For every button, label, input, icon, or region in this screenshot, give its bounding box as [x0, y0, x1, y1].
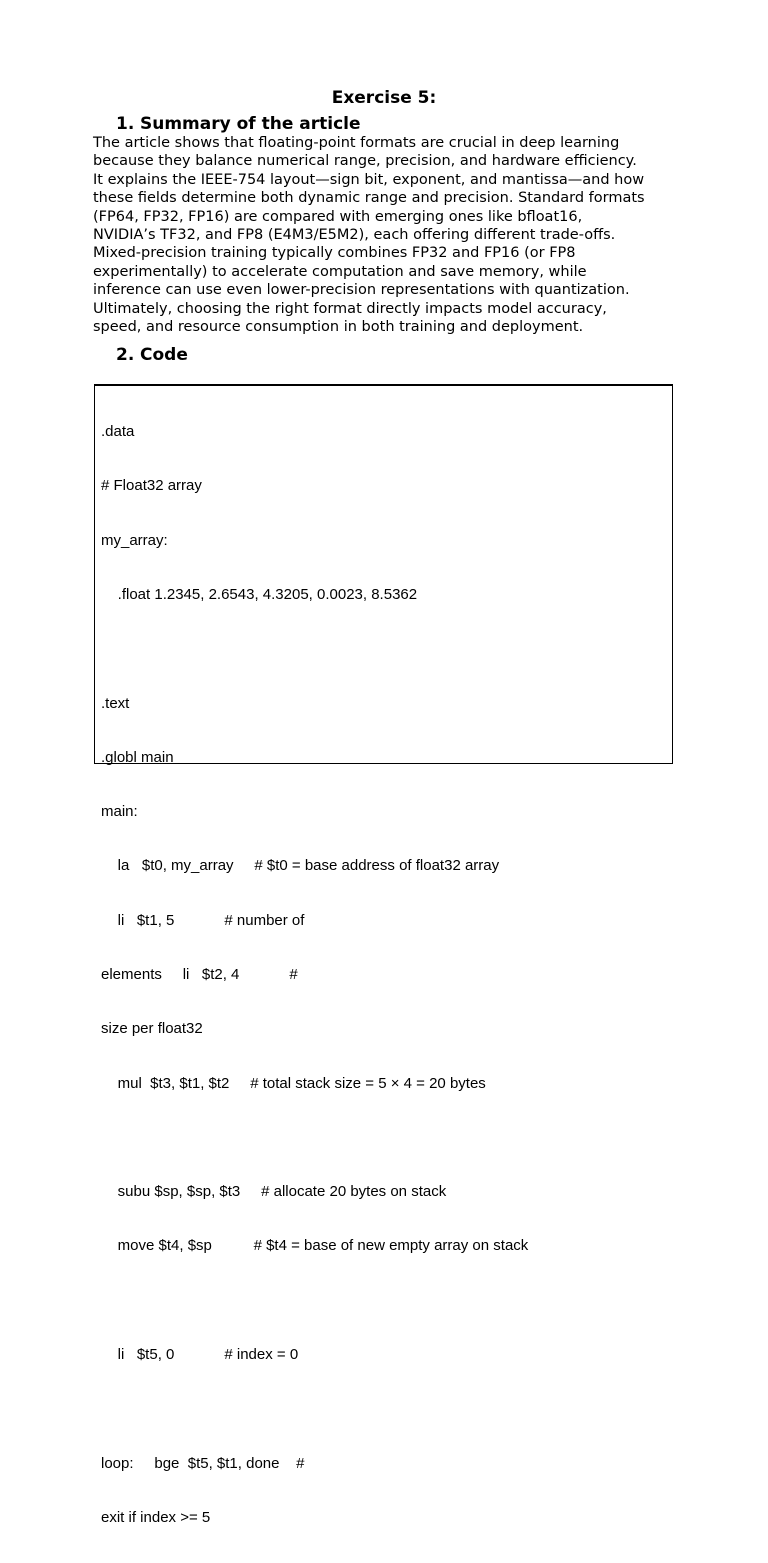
code-line: .text — [101, 694, 130, 712]
summary-line: these fields determine both dynamic range and precision. Standard formats — [93, 190, 645, 207]
code-line — [101, 1129, 528, 1147]
code-line: .data — [101, 423, 135, 441]
exercise-title: Exercise 5: — [331, 88, 437, 108]
section-number: 1. — [116, 114, 135, 134]
summary-line: because they balance numerical range, precision, and hardware efficiency. — [93, 153, 637, 170]
summary-line: It explains the IEEE-754 layout—sign bit, exponent, and mantissa—and how — [93, 171, 645, 188]
summary-line: NVIDIA’s TF32, and FP8 (E4M3/E5M2), each offering different trade-offs. — [93, 227, 616, 244]
code-line: main: — [101, 803, 138, 821]
code-line — [101, 640, 528, 658]
code-line — [101, 1292, 528, 1310]
code-line: la $t0, my_array # $t0 = base address of float32 array — [101, 857, 500, 875]
code-line — [101, 1400, 528, 1418]
code-listing — [101, 387, 528, 1563]
section-heading-summary — [116, 113, 361, 135]
section-heading-code — [116, 344, 188, 366]
summary-line: experimentally) to accelerate computation and save memory, while — [93, 263, 587, 280]
summary-line: Mixed-precision training typically combines FP32 and FP16 (or FP8 — [93, 245, 576, 262]
summary-line: inference can use even lower-precision representations with quantization. — [93, 282, 630, 299]
summary-line: Ultimately, choosing the right format directly impacts model accuracy, — [93, 300, 607, 317]
code-line: mul $t3, $t1, $t2 # total stack size = 5 × 4 = 20 bytes — [101, 1074, 486, 1092]
code-line: elements li $t2, 4 # — [101, 966, 298, 983]
code-line: loop: bge $t5, $t1, done # — [101, 1454, 305, 1472]
summary-line: speed, and resource consumption in both training and deployment. — [93, 319, 584, 336]
code-block — [94, 384, 673, 1526]
code-line: move $t4, $sp # $t4 = base of new empty array on stack — [101, 1237, 529, 1255]
code-line: my_array: — [101, 531, 168, 549]
section-title: Code — [140, 345, 188, 365]
code-line: # Float32 array — [101, 477, 202, 495]
code-line: li $t5, 0 # index = 0 — [101, 1345, 299, 1363]
article-summary — [93, 134, 693, 336]
code-line: size per float32 — [101, 1020, 203, 1038]
code-line: li $t1, 5 # number of — [101, 911, 305, 929]
summary-line: (FP64, FP32, FP16) are compared with emerging ones like bfloat16, — [93, 208, 583, 225]
section-number: 2. — [116, 345, 135, 365]
section-title: Summary of the article — [140, 114, 361, 134]
code-line: exit if index >= 5 — [101, 1508, 211, 1526]
code-line: subu $sp, $sp, $t3 # allocate 20 bytes on stack — [101, 1183, 447, 1201]
code-line: .float 1.2345, 2.6543, 4.3205, 0.0023, 8.5362 — [101, 586, 418, 604]
summary-line: The article shows that floating-point formats are crucial in deep learning — [93, 135, 620, 151]
code-line: .globl main — [101, 748, 174, 766]
